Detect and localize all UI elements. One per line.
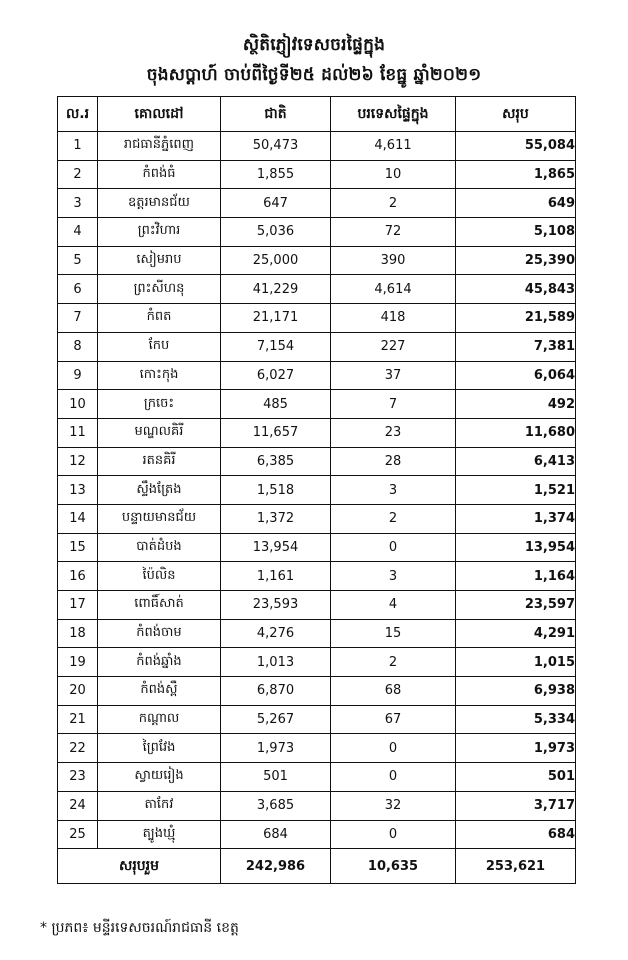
table-row (58, 504, 576, 533)
table-row (58, 591, 576, 620)
table-row (58, 763, 576, 792)
header-number: ល.រ (58, 97, 98, 132)
row-number: 8 (58, 332, 98, 361)
table-row (58, 189, 576, 218)
header-destination: គោលដៅ (98, 97, 221, 132)
table-row (58, 132, 576, 161)
row-total: 501 (456, 763, 576, 792)
row-total: 6,938 (456, 677, 576, 706)
row-province: បាត់ដំបង (98, 533, 221, 562)
row-total: 1,164 (456, 562, 576, 591)
row-total: 492 (456, 390, 576, 419)
row-national: 5,036 (221, 218, 331, 247)
row-foreign: 3 (331, 476, 456, 505)
table-row (58, 820, 576, 849)
table-row (58, 791, 576, 820)
table-row (58, 160, 576, 189)
row-total: 3,717 (456, 791, 576, 820)
row-foreign: 0 (331, 763, 456, 792)
row-foreign: 7 (331, 390, 456, 419)
row-number: 22 (58, 734, 98, 763)
row-foreign: 10 (331, 160, 456, 189)
row-foreign: 67 (331, 705, 456, 734)
row-national: 11,657 (221, 418, 331, 447)
row-national: 41,229 (221, 275, 331, 304)
row-national: 485 (221, 390, 331, 419)
row-province: កំពង់ចាម (98, 619, 221, 648)
row-foreign: 4 (331, 591, 456, 620)
row-province: រតនគិរី (98, 447, 221, 476)
row-province: កំពង់ធំ (98, 160, 221, 189)
row-foreign: 2 (331, 648, 456, 677)
row-foreign: 2 (331, 189, 456, 218)
row-province: សៀមរាប (98, 246, 221, 275)
row-foreign: 0 (331, 820, 456, 849)
row-national: 1,013 (221, 648, 331, 677)
table-row (58, 275, 576, 304)
row-national: 4,276 (221, 619, 331, 648)
title-line-1: ស្ថិតិភ្ញៀវទេសចរផ្ទៃក្នុង (242, 35, 386, 55)
row-number: 5 (58, 246, 98, 275)
row-national: 23,593 (221, 591, 331, 620)
row-number: 4 (58, 218, 98, 247)
row-national: 1,855 (221, 160, 331, 189)
row-national: 5,267 (221, 705, 331, 734)
statistics-table (57, 96, 576, 884)
row-total: 55,084 (456, 132, 576, 161)
row-total: 649 (456, 189, 576, 218)
row-total: 1,973 (456, 734, 576, 763)
row-foreign: 418 (331, 304, 456, 333)
row-national: 501 (221, 763, 331, 792)
row-province: កំពត (98, 304, 221, 333)
row-number: 2 (58, 160, 98, 189)
row-number: 19 (58, 648, 98, 677)
row-total: 7,381 (456, 332, 576, 361)
table-row (58, 677, 576, 706)
row-total: 1,865 (456, 160, 576, 189)
summary-row (58, 849, 576, 884)
row-total: 11,680 (456, 418, 576, 447)
source-footnote: * ប្រភព៖ មន្ទីរទេសចរណ៍រាជធានី ខេត្ត (40, 920, 239, 936)
row-province: ពោធិ៍សាត់ (98, 591, 221, 620)
table-row (58, 390, 576, 419)
row-national: 647 (221, 189, 331, 218)
row-total: 6,413 (456, 447, 576, 476)
header-total: សរុប (456, 97, 576, 132)
row-national: 1,161 (221, 562, 331, 591)
table-row (58, 361, 576, 390)
row-foreign: 28 (331, 447, 456, 476)
row-foreign: 72 (331, 218, 456, 247)
row-province: មណ្ឌលគិរី (98, 418, 221, 447)
row-number: 20 (58, 677, 98, 706)
row-national: 6,870 (221, 677, 331, 706)
row-province: កំពង់ស្ពឺ (98, 677, 221, 706)
table-row (58, 304, 576, 333)
row-national: 6,027 (221, 361, 331, 390)
table-row (58, 447, 576, 476)
table-row (58, 332, 576, 361)
row-province: ព្រៃវែង (98, 734, 221, 763)
table-row (58, 218, 576, 247)
row-foreign: 0 (331, 533, 456, 562)
row-number: 1 (58, 132, 98, 161)
row-number: 21 (58, 705, 98, 734)
row-total: 6,064 (456, 361, 576, 390)
row-number: 12 (58, 447, 98, 476)
row-foreign: 390 (331, 246, 456, 275)
row-national: 21,171 (221, 304, 331, 333)
row-total: 21,589 (456, 304, 576, 333)
row-number: 13 (58, 476, 98, 505)
row-foreign: 32 (331, 791, 456, 820)
row-total: 45,843 (456, 275, 576, 304)
row-number: 16 (58, 562, 98, 591)
row-total: 684 (456, 820, 576, 849)
row-province: បន្ទាយមានជ័យ (98, 504, 221, 533)
row-national: 1,372 (221, 504, 331, 533)
table-row (58, 648, 576, 677)
row-total: 5,108 (456, 218, 576, 247)
row-number: 17 (58, 591, 98, 620)
row-total: 13,954 (456, 533, 576, 562)
header-foreign-resident: បរទេសផ្ទៃក្នុង (331, 97, 456, 132)
row-province: កំពង់ឆ្នាំង (98, 648, 221, 677)
row-number: 18 (58, 619, 98, 648)
table-row (58, 418, 576, 447)
row-number: 9 (58, 361, 98, 390)
row-total: 1,521 (456, 476, 576, 505)
row-province: តាកែវ (98, 791, 221, 820)
row-foreign: 227 (331, 332, 456, 361)
row-province: កោះកុង (98, 361, 221, 390)
row-province: ក្រចេះ (98, 390, 221, 419)
table-row (58, 734, 576, 763)
row-province: ត្បូងឃ្មុំ (98, 820, 221, 849)
row-national: 50,473 (221, 132, 331, 161)
row-total: 5,334 (456, 705, 576, 734)
row-number: 11 (58, 418, 98, 447)
row-total: 23,597 (456, 591, 576, 620)
summary-label: សរុបរួម (58, 849, 221, 884)
row-total: 25,390 (456, 246, 576, 275)
row-foreign: 4,611 (331, 132, 456, 161)
row-foreign: 15 (331, 619, 456, 648)
header-national: ជាតិ (221, 97, 331, 132)
table-row (58, 246, 576, 275)
row-national: 13,954 (221, 533, 331, 562)
row-province: រាជធានីភ្នំពេញ (98, 132, 221, 161)
row-province: កែប (98, 332, 221, 361)
row-number: 3 (58, 189, 98, 218)
row-province: ស្វាយរៀង (98, 763, 221, 792)
row-number: 14 (58, 504, 98, 533)
row-number: 7 (58, 304, 98, 333)
row-number: 10 (58, 390, 98, 419)
table-row (58, 705, 576, 734)
row-number: 23 (58, 763, 98, 792)
row-province: ព្រះសីហនុ (98, 275, 221, 304)
row-national: 6,385 (221, 447, 331, 476)
title-line-2: ចុងសប្តាហ៍ ចាប់ពីថ្ងៃទី២៥ ដល់២៦ ខែធ្នូ ឆ្នាំ២០២១ (146, 65, 482, 85)
row-province: ព្រះវិហារ (98, 218, 221, 247)
table-row (58, 562, 576, 591)
table-row (58, 533, 576, 562)
row-national: 3,685 (221, 791, 331, 820)
row-national: 1,973 (221, 734, 331, 763)
row-foreign: 23 (331, 418, 456, 447)
row-national: 25,000 (221, 246, 331, 275)
row-number: 24 (58, 791, 98, 820)
row-total: 4,291 (456, 619, 576, 648)
row-province: កណ្តាល (98, 705, 221, 734)
row-national: 684 (221, 820, 331, 849)
row-number: 6 (58, 275, 98, 304)
summary-national: 242,986 (221, 849, 331, 884)
row-foreign: 3 (331, 562, 456, 591)
row-number: 15 (58, 533, 98, 562)
summary-total: 253,621 (456, 849, 576, 884)
row-province: ស្ទឹងត្រែង (98, 476, 221, 505)
row-total: 1,374 (456, 504, 576, 533)
table-header-row (58, 97, 576, 132)
summary-foreign: 10,635 (331, 849, 456, 884)
row-foreign: 0 (331, 734, 456, 763)
row-national: 1,518 (221, 476, 331, 505)
table-row (58, 476, 576, 505)
row-foreign: 37 (331, 361, 456, 390)
row-national: 7,154 (221, 332, 331, 361)
row-foreign: 4,614 (331, 275, 456, 304)
table-row (58, 619, 576, 648)
row-total: 1,015 (456, 648, 576, 677)
row-foreign: 68 (331, 677, 456, 706)
row-province: ប៉ៃលិន (98, 562, 221, 591)
row-number: 25 (58, 820, 98, 849)
row-foreign: 2 (331, 504, 456, 533)
row-province: ឧត្តរមានជ័យ (98, 189, 221, 218)
